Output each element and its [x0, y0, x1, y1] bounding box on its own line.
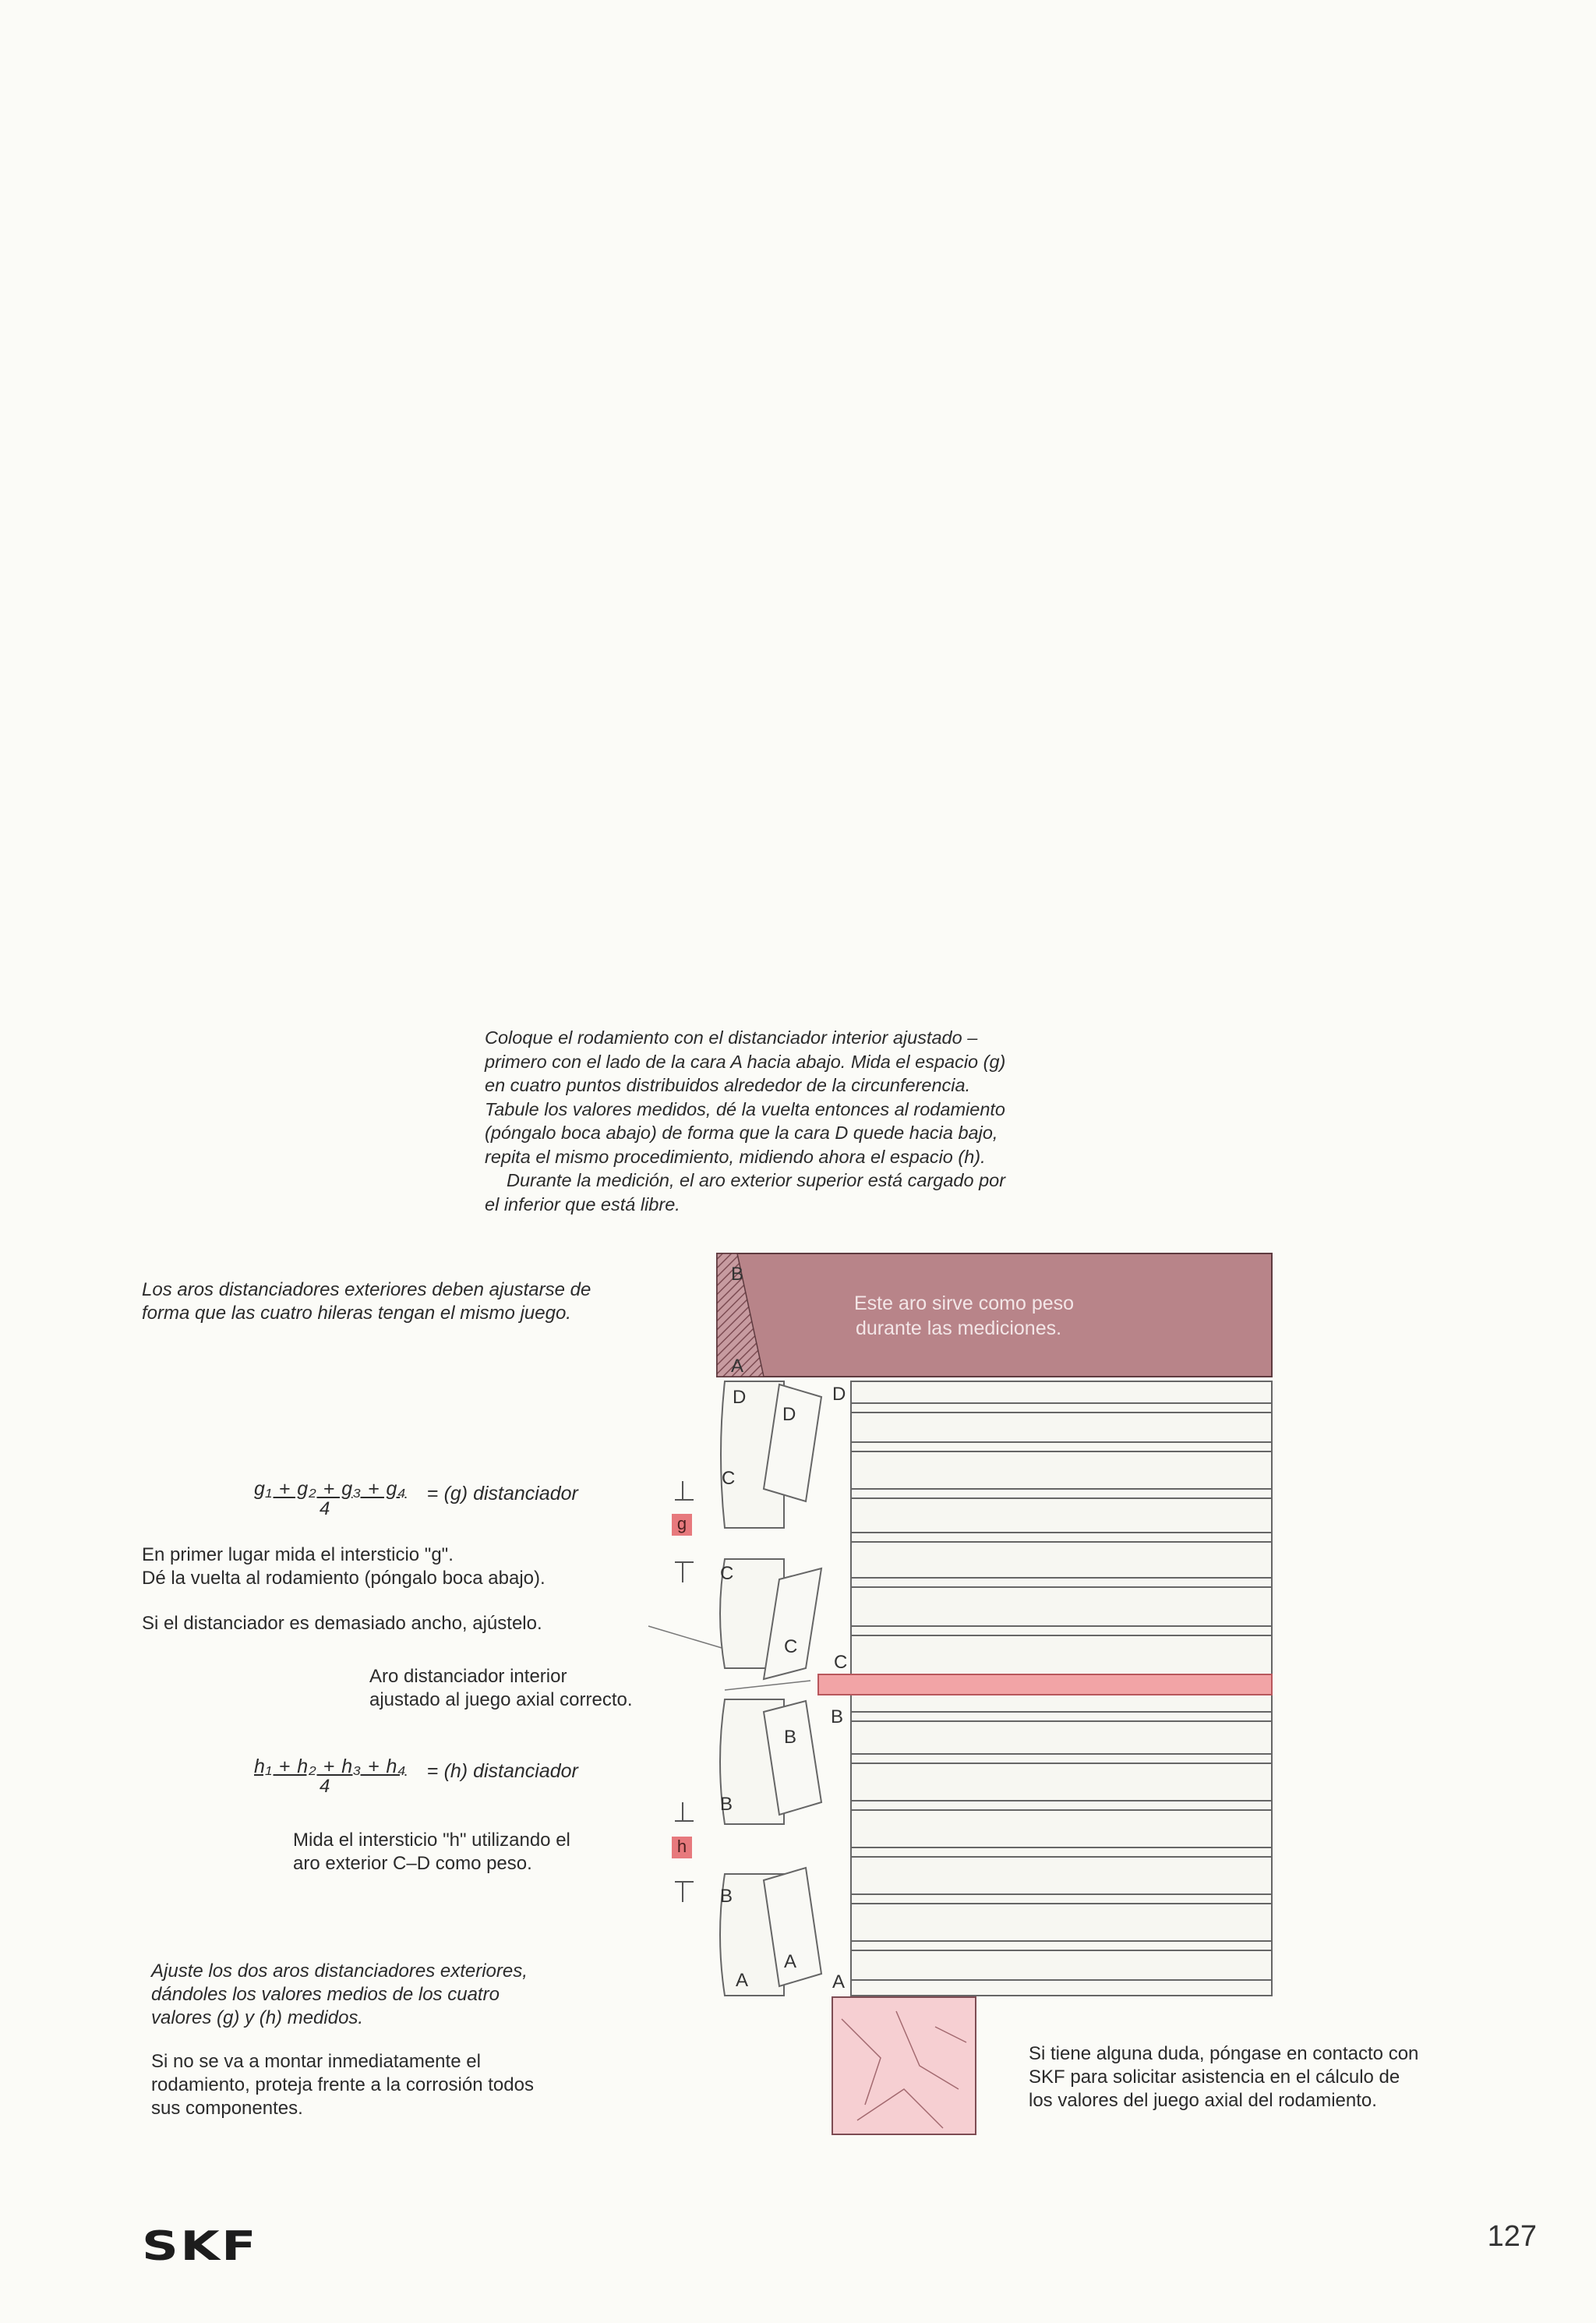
- weight-label-line-1: Este aro sirve como peso: [854, 1292, 1075, 1314]
- face-label-b-2: B: [720, 1886, 733, 1907]
- page-number: 127: [1487, 2220, 1537, 2253]
- inner-spacer-line-2: ajustado al juego axial correcto.: [369, 1689, 633, 1710]
- formula-h-numerator: h₁ + h₂ + h₃ + h₄: [254, 1756, 407, 1777]
- face-label-d-inner: D: [832, 1384, 846, 1405]
- intro-line-6: repita el mismo procedimiento, midiendo ahora el espacio (h).: [485, 1146, 986, 1167]
- face-label-a-bottom: A: [736, 1970, 749, 1991]
- face-label-b-1: B: [720, 1794, 733, 1815]
- intro-line-3: en cuatro puntos distribuidos alrededor de la circunferencia.: [485, 1075, 971, 1095]
- intro-line-4: Tabule los valores medidos, dé la vuelta entonces al rodamiento: [485, 1098, 1005, 1119]
- face-label-b-top: B: [731, 1264, 744, 1285]
- too-wide-note: Si el distanciador es demasiado ancho, ajústelo.: [142, 1613, 542, 1634]
- face-label-d: D: [733, 1387, 747, 1408]
- formula-h-equals: =: [427, 1760, 439, 1782]
- corrosion-line-3: sus componentes.: [151, 2098, 303, 2119]
- contact-line-3: los valores del juego axial del rodamiento.: [1029, 2090, 1377, 2111]
- weight-label-line-2: durante las mediciones.: [856, 1317, 1062, 1339]
- intro-line-8: el inferior que está libre.: [485, 1193, 680, 1215]
- face-label-c-inner: C: [834, 1652, 848, 1673]
- weight-ring: [717, 1253, 1272, 1377]
- measure-h-line-2: aro exterior C–D como peso.: [293, 1853, 532, 1874]
- formula-h-result: (h) distanciador: [443, 1760, 578, 1782]
- adjust-line-3: valores (g) y (h) medidos.: [151, 2007, 364, 2028]
- corrosion-line-2: rodamiento, proteja frente a la corrosión todos: [151, 2074, 534, 2095]
- gap-h-dimension: [675, 1802, 694, 1902]
- face-label-b-inner: B: [831, 1706, 844, 1727]
- intro-line-7: Durante la medición, el aro exterior superior está cargado por: [507, 1170, 1006, 1190]
- formula-g-equals: =: [427, 1483, 439, 1504]
- face-label-c-2: C: [720, 1563, 734, 1584]
- face-label-b-roller: B: [784, 1727, 797, 1748]
- skf-logo: SKF: [142, 2223, 259, 2270]
- contact-line-2: SKF para solicitar asistencia en el cálculo de: [1029, 2067, 1400, 2088]
- measure-g-line-1: En primer lugar mida el intersticio "g".: [142, 1544, 454, 1565]
- gap-g-marker: g: [672, 1514, 692, 1536]
- inner-spacer-line-1: Aro distanciador interior: [369, 1666, 567, 1687]
- contact-line-1: Si tiene alguna duda, póngase en contacto con: [1029, 2043, 1419, 2064]
- formula-g-result: (g) distanciador: [443, 1483, 578, 1504]
- intro-line-1: Coloque el rodamiento con el distanciador interior ajustado –: [485, 1027, 978, 1048]
- intro-line-5: (póngalo boca abajo) de forma que la cara D quede hacia bajo,: [485, 1123, 998, 1143]
- face-label-c-roller: C: [784, 1636, 798, 1657]
- adjust-line-2: dándoles los valores medios de los cuatro: [151, 1984, 500, 2005]
- formula-h-denominator: 4: [320, 1776, 330, 1797]
- gap-h-marker: h: [672, 1837, 692, 1858]
- formula-g-denominator: 4: [320, 1498, 330, 1519]
- face-label-a-inner: A: [832, 1971, 846, 1992]
- measure-h-line-1: Mida el intersticio "h" utilizando el: [293, 1830, 570, 1851]
- corrosion-line-1: Si no se va a montar inmediatamente el: [151, 2051, 481, 2072]
- formula-g-numerator: g₁ + g₂ + g₃ + g₄: [254, 1478, 407, 1500]
- outer-spacers-line-1: Los aros distanciadores exteriores deben ajustarse de: [142, 1279, 591, 1300]
- face-label-d-roller: D: [782, 1404, 796, 1425]
- face-label-a-top: A: [731, 1356, 744, 1377]
- face-label-c-1: C: [722, 1468, 736, 1489]
- measure-g-line-2: Dé la vuelta al rodamiento (póngalo boca abajo).: [142, 1568, 546, 1589]
- base-block: [832, 1997, 976, 2134]
- adjust-line-1: Ajuste los dos aros distanciadores exteriores,: [151, 1961, 528, 1982]
- outer-spacers-line-2: forma que las cuatro hileras tengan el mismo juego.: [142, 1303, 571, 1324]
- inner-spacer-leader: [725, 1681, 810, 1690]
- gap-g-dimension: [675, 1481, 694, 1582]
- face-label-a-roller: A: [784, 1951, 797, 1972]
- intro-line-2: primero con el lado de la cara A hacia abajo. Mida el espacio (g): [485, 1051, 1006, 1072]
- inner-spacer-ring: [818, 1674, 1272, 1695]
